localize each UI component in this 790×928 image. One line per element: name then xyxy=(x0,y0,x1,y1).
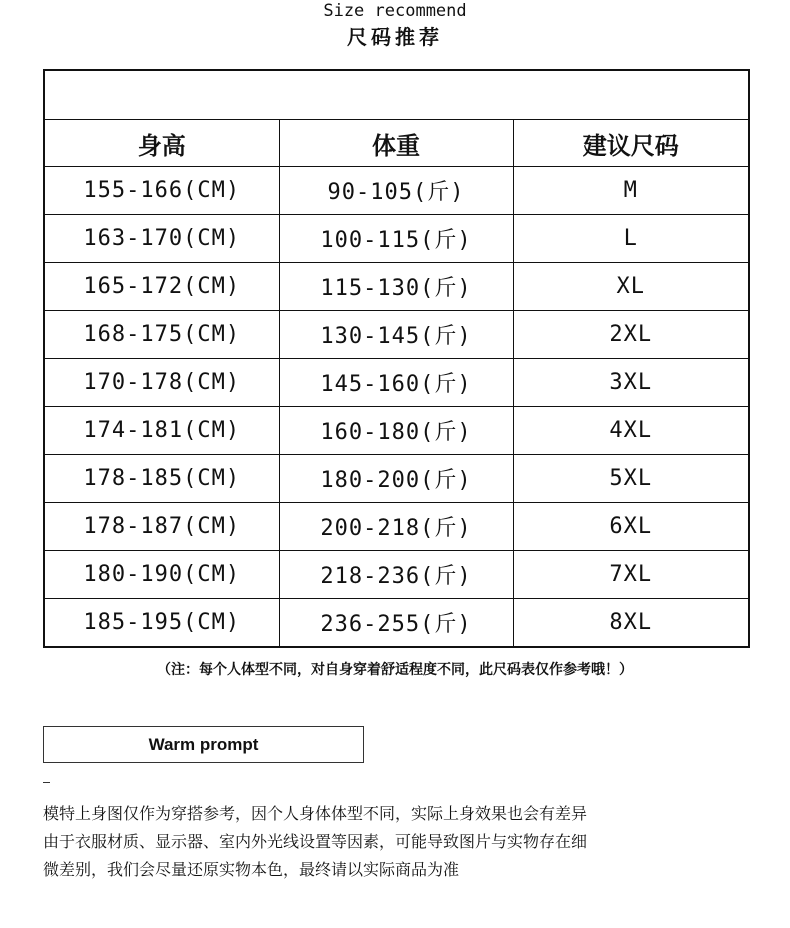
table-row xyxy=(44,407,749,455)
table-blank-cell xyxy=(44,70,749,120)
title-chinese: 尺码推荐 xyxy=(347,25,443,49)
cell-size: 5XL xyxy=(513,455,749,503)
cell-size: 3XL xyxy=(513,359,749,407)
table-blank-row xyxy=(44,70,749,120)
table-row xyxy=(44,215,749,263)
cell-weight: 115-130(斤) xyxy=(279,263,513,311)
table-row xyxy=(44,311,749,359)
header-weight: 体重 xyxy=(279,120,513,167)
cell-weight: 145-160(斤) xyxy=(279,359,513,407)
cell-weight: 200-218(斤) xyxy=(279,503,513,551)
description-line: 微差别，我们会尽量还原实物本色，最终请以实际商品为准 xyxy=(43,860,460,879)
description-line: 由于衣服材质、显示器、室内外光线设置等因素，可能导致图片与实物存在细 xyxy=(43,832,588,851)
cell-size: 7XL xyxy=(513,551,749,599)
table-row xyxy=(44,503,749,551)
title-english: Size recommend xyxy=(323,1,467,21)
warm-prompt-box: Warm prompt xyxy=(43,726,364,763)
divider-dash xyxy=(43,782,50,783)
table-header-row xyxy=(44,120,749,167)
table-row xyxy=(44,551,749,599)
cell-size: XL xyxy=(513,263,749,311)
size-chart-table xyxy=(43,69,750,648)
cell-weight: 218-236(斤) xyxy=(279,551,513,599)
cell-height: 155-166(CM) xyxy=(44,167,279,215)
cell-size: M xyxy=(513,167,749,215)
cell-height: 178-185(CM) xyxy=(44,455,279,503)
cell-size: 2XL xyxy=(513,311,749,359)
table-row xyxy=(44,359,749,407)
cell-weight: 160-180(斤) xyxy=(279,407,513,455)
cell-size: 4XL xyxy=(513,407,749,455)
cell-size: 6XL xyxy=(513,503,749,551)
cell-height: 170-178(CM) xyxy=(44,359,279,407)
table-row xyxy=(44,455,749,503)
cell-weight: 100-115(斤) xyxy=(279,215,513,263)
cell-height: 163-170(CM) xyxy=(44,215,279,263)
cell-height: 180-190(CM) xyxy=(44,551,279,599)
size-note: （注：每个人体型不同，对自身穿着舒适程度不同，此尺码表仅作参考哦！） xyxy=(157,662,633,678)
table-row xyxy=(44,263,749,311)
description-line: 模特上身图仅作为穿搭参考，因个人身体体型不同，实际上身效果也会有差异 xyxy=(43,804,588,823)
cell-weight: 90-105(斤) xyxy=(279,167,513,215)
cell-weight: 236-255(斤) xyxy=(279,599,513,648)
cell-height: 174-181(CM) xyxy=(44,407,279,455)
warm-prompt-description xyxy=(43,800,683,884)
cell-weight: 180-200(斤) xyxy=(279,455,513,503)
table-row xyxy=(44,167,749,215)
cell-weight: 130-145(斤) xyxy=(279,311,513,359)
cell-size: L xyxy=(513,215,749,263)
table-row xyxy=(44,599,749,648)
cell-size: 8XL xyxy=(513,599,749,648)
cell-height: 168-175(CM) xyxy=(44,311,279,359)
cell-height: 165-172(CM) xyxy=(44,263,279,311)
cell-height: 178-187(CM) xyxy=(44,503,279,551)
cell-height: 185-195(CM) xyxy=(44,599,279,648)
header-height: 身高 xyxy=(44,120,279,167)
header-size: 建议尺码 xyxy=(513,120,749,167)
